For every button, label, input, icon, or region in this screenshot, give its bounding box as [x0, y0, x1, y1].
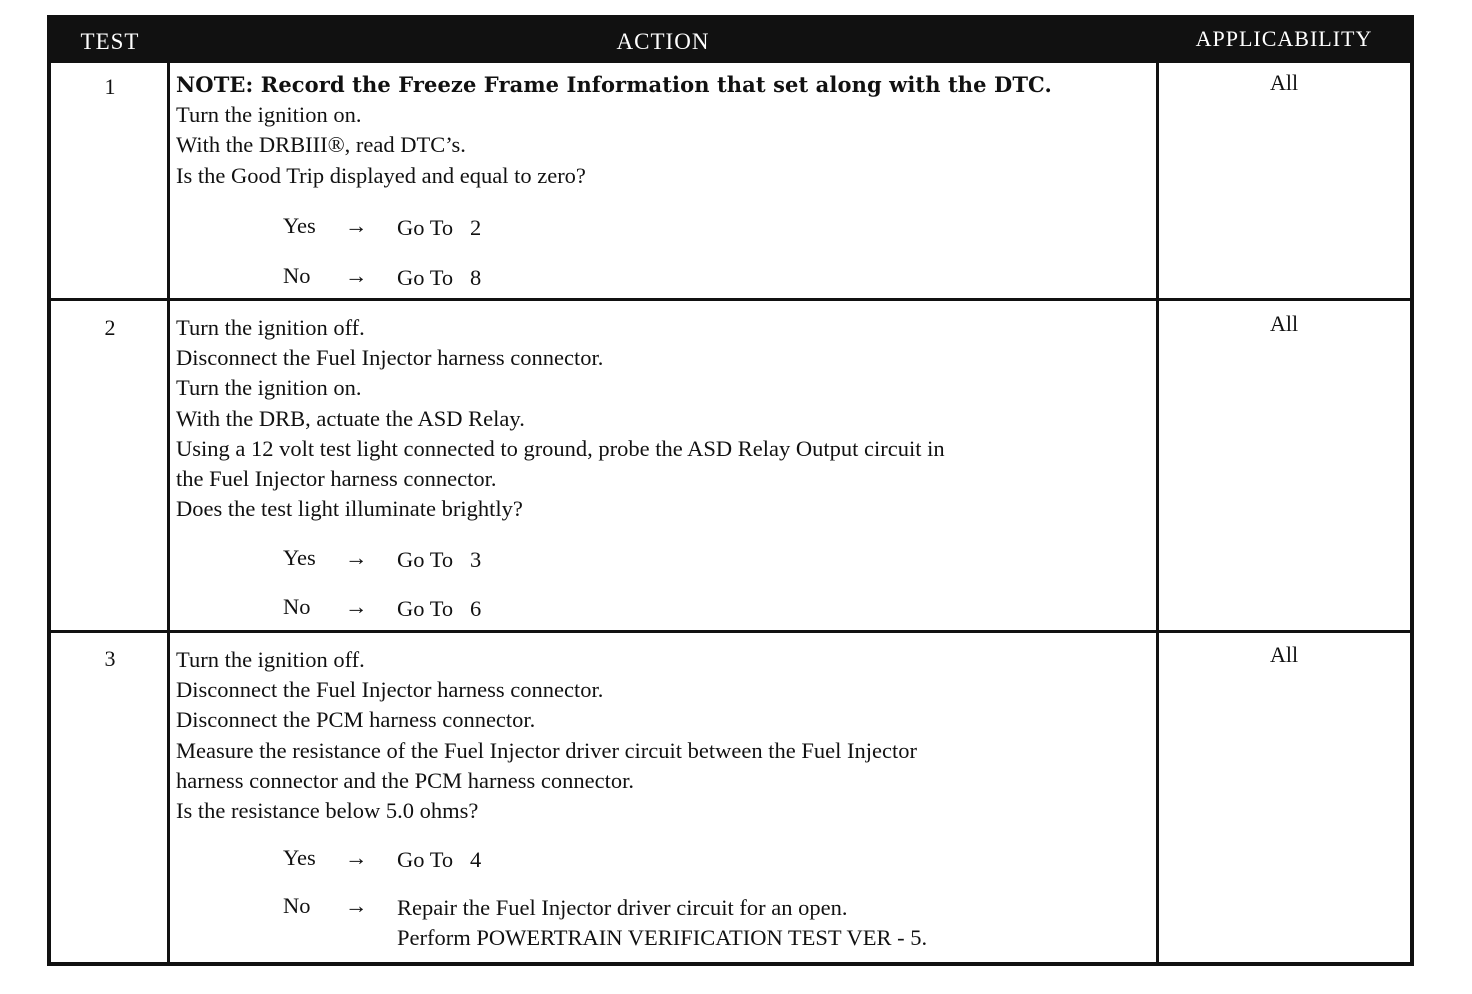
action-line: Turn the ignition on. — [176, 102, 362, 128]
action-line: Turn the ignition off. — [176, 647, 365, 672]
branch-result-line: Go To 8 — [397, 265, 482, 290]
arrow-icon: → — [345, 545, 368, 570]
note-text: NOTE: Record the Freeze Frame Information that set along with the DTC. — [176, 72, 1052, 97]
applicability-value: All — [1269, 311, 1299, 336]
action-line: Turn the ignition on. — [176, 375, 362, 401]
header-action: ACTION — [616, 29, 710, 54]
applicability-value: All — [1269, 70, 1299, 95]
action-text — [176, 645, 1161, 826]
branch-result — [397, 545, 481, 575]
branch-result — [397, 263, 481, 293]
branch-answer: No — [283, 263, 311, 288]
action-line: the Fuel Injector harness connector. — [176, 466, 497, 492]
branch-answer: No — [283, 594, 311, 619]
action-text — [176, 313, 1161, 524]
action-line: Does the test light illuminate brightly? — [176, 496, 523, 522]
arrow-icon: → — [345, 594, 368, 619]
header-applicability: APPLICABILITY — [1195, 26, 1373, 51]
branch-answer: No — [283, 893, 311, 918]
action-line: Disconnect the PCM harness connector. — [176, 707, 536, 733]
branch-no — [283, 594, 481, 624]
action-line: With the DRBIII®, read DTC’s. — [176, 132, 466, 158]
branch-answer: Yes — [283, 845, 316, 870]
test-number: 1 — [104, 74, 116, 99]
branch-result — [397, 594, 481, 624]
test-number: 2 — [104, 315, 116, 340]
column-divider-test — [167, 63, 170, 966]
action-line: harness connector and the PCM harness connector. — [176, 767, 634, 793]
action-line: Using a 12 volt test light connected to ground, probe the ASD Relay Output circuit in — [176, 435, 945, 461]
test-number: 3 — [104, 646, 116, 671]
arrow-icon: → — [345, 893, 368, 918]
branch-result-line: Go To 6 — [397, 596, 482, 621]
arrow-icon: → — [345, 263, 368, 288]
action-line: Is the resistance below 5.0 ohms? — [176, 798, 479, 824]
row-divider — [51, 630, 1410, 633]
applicability-value: All — [1269, 642, 1299, 667]
diagnostic-test-table — [47, 15, 1414, 966]
branch-result-line: Repair the Fuel Injector driver circuit for an open. — [397, 895, 848, 920]
branch-no — [283, 893, 927, 953]
branch-result-line: Go To 3 — [397, 547, 482, 572]
branch-result-line: Perform POWERTRAIN VERIFICATION TEST VER - 5. — [397, 925, 928, 950]
branch-yes — [283, 213, 481, 243]
action-line: With the DRB, actuate the ASD Relay. — [176, 405, 525, 431]
action-text — [176, 70, 1161, 191]
branch-result — [397, 845, 481, 875]
action-line: Measure the resistance of the Fuel Injector driver circuit between the Fuel Injector — [176, 737, 917, 763]
branch-no — [283, 263, 481, 293]
action-line: Disconnect the Fuel Injector harness connector. — [176, 345, 604, 371]
branch-answer: Yes — [283, 213, 316, 238]
action-line: Is the Good Trip displayed and equal to zero? — [176, 162, 586, 188]
branch-answer: Yes — [283, 545, 316, 570]
arrow-icon: → — [345, 213, 368, 238]
branch-yes — [283, 545, 481, 575]
branch-yes — [283, 845, 481, 875]
branch-result — [397, 893, 927, 953]
table-header — [51, 19, 1410, 63]
row-divider — [51, 298, 1410, 301]
arrow-icon: → — [345, 845, 368, 870]
header-test: TEST — [80, 29, 140, 54]
action-line: Turn the ignition off. — [176, 315, 365, 340]
branch-result-line: Go To 2 — [397, 215, 482, 240]
branch-result — [397, 213, 481, 243]
branch-result-line: Go To 4 — [397, 847, 482, 872]
action-line: Disconnect the Fuel Injector harness connector. — [176, 677, 604, 703]
